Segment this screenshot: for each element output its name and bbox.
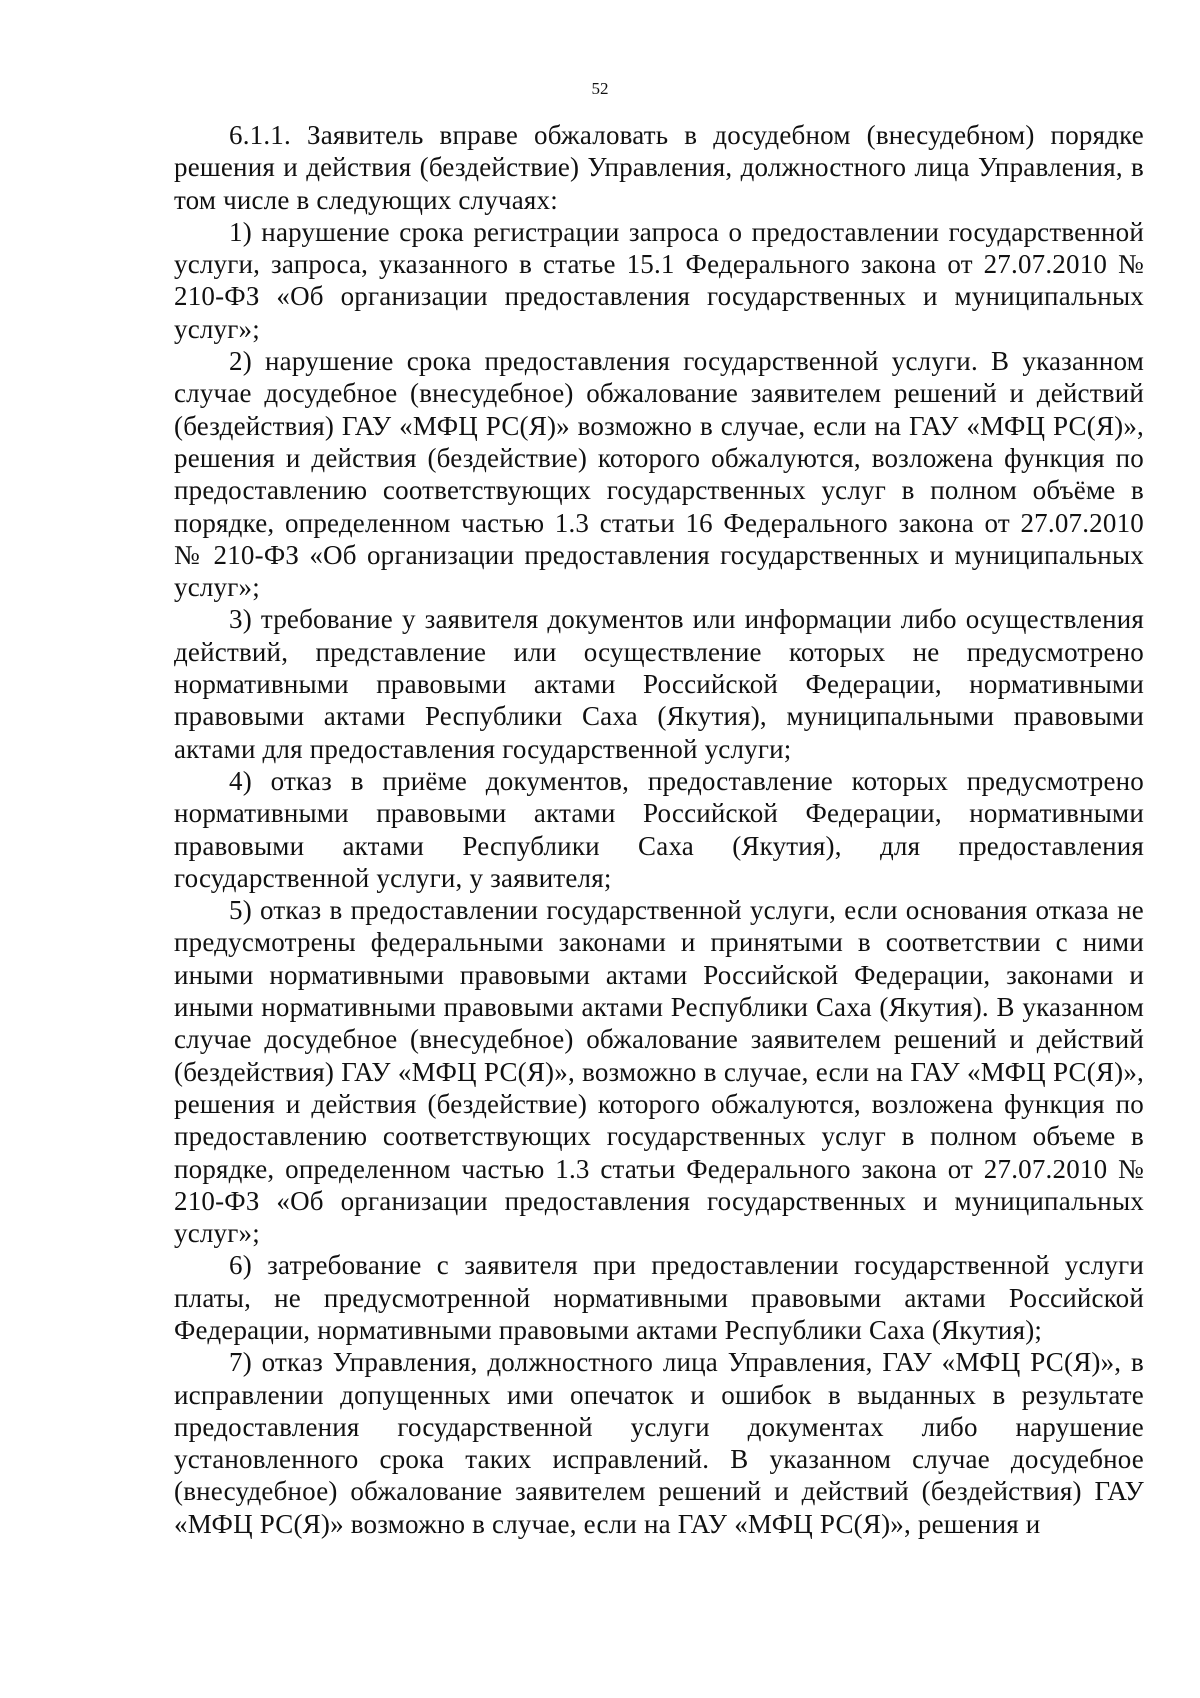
list-item-5: 5) отказ в предоставлении государственной услуги, если основания отказа не предусмотрены федеральными законами и принятыми в соответствии с ними иными нормативными правовыми актами Российской Федерации, законами и иными нормативными правовыми актами Республики Саха (Якутия). В указанном случае досудебное (внесудебное) обжалование заявителем решений и действий (бездействия) ГАУ «МФЦ РС(Я)», возможно в случае, если на ГАУ «МФЦ РС(Я)», решения и действия (бездействие) которого обжалуются, возложена функция по предоставлению соответствующих государственных услуг в полном объеме в порядке, определенном частью 1.3 статьи Федерального закона от 27.07.2010 № 210-ФЗ «Об организации предоставления государственных и муниципальных услуг»; (174, 895, 1144, 1249)
list-item-3: 3) требование у заявителя документов или информации либо осуществления действий, представление или осуществление которых не предусмотрено нормативными правовыми актами Российской Федерации, нормативными правовыми актами Республики Саха (Якутия), муниципальными правовыми актами для предоставления государственной услуги; (174, 604, 1144, 764)
list-item-2: 2) нарушение срока предоставления государственной услуги. В указанном случае досудебное (внесудебное) обжалование заявителем решений и действий (бездействия) ГАУ «МФЦ РС(Я)» возможно в случае, если на ГАУ «МФЦ РС(Я)», решения и действия (бездействие) которого обжалуются, возложена функция по предоставлению соответствующих государственных услуг в полном объёме в порядке, определенном частью 1.3 статьи 16 Федерального закона от 27.07.2010 № 210-ФЗ «Об организации предоставления государственных и муниципальных услуг»; (174, 346, 1144, 603)
page-number: 52 (591, 79, 609, 98)
list-item-1: 1) нарушение срока регистрации запроса о предоставлении государственной услуги, запроса, указанного в статье 15.1 Федерального закона от 27.07.2010 № 210-ФЗ «Об организации предоставления государственных и муниципальных услуг»; (174, 216, 1144, 344)
list-item-7: 7) отказ Управления, должностного лица Управления, ГАУ «МФЦ РС(Я)», в исправлении допущенных ими опечаток и ошибок в выданных в результате предоставления государственной услуги документах либо нарушение установленного срока таких исправлений. В указанном случае досудебное (внесудебное) обжалование заявителем решений и действий (бездействия) ГАУ «МФЦ РС(Я)» возможно в случае, если на ГАУ «МФЦ РС(Я)», решения и (174, 1347, 1144, 1539)
list-item-6: 6) затребование с заявителя при предоставлении государственной услуги платы, не предусмотренной нормативными правовыми актами Российской Федерации, нормативными правовыми актами Республики Саха (Якутия); (174, 1250, 1144, 1345)
paragraph-6-1-1: 6.1.1. Заявитель вправе обжаловать в досудебном (внесудебном) порядке решения и действия (бездействие) Управления, должностного лица Управления, в том числе в следующих случаях: (174, 120, 1144, 215)
document-body (174, 119, 1144, 1540)
list-item-4: 4) отказ в приёме документов, предоставление которых предусмотрено нормативными правовыми актами Российской Федерации, нормативными правовыми актами Республики Саха (Якутия), для предоставления государственной услуги, у заявителя; (174, 765, 1144, 893)
